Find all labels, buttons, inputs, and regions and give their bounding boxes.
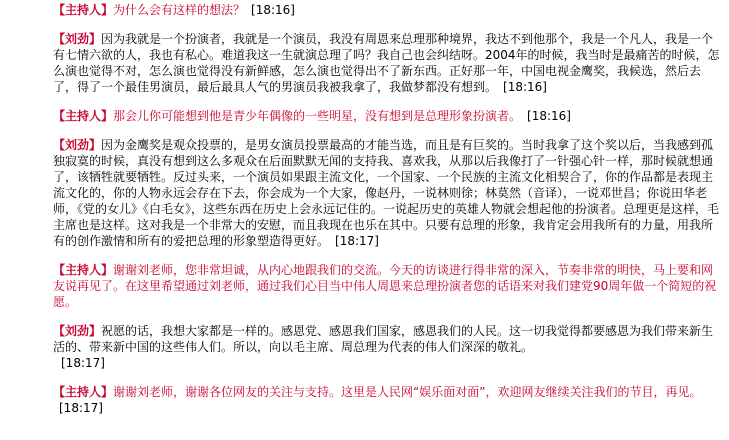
transcript-entry-host	[53, 108, 721, 124]
transcript-entry-guest	[53, 31, 721, 95]
timestamp: [18:17]	[61, 356, 105, 370]
transcript-entry-guest	[53, 137, 721, 249]
timestamp: [18:17]	[335, 234, 379, 248]
utterance-text: 祝愿的话，我想大家都是一样的。感恩党、感恩我们国家，感恩我们的人民。这一切我觉得都要感恩为我们带来新生活的、带来新中国的这些伟人们。所以，向以毛主席、周总理为代表的伟人们深深的敬礼。	[53, 324, 714, 354]
speaker-label: 【刘劲】	[53, 324, 102, 338]
utterance-text: 因为金鹰奖是观众投票的，是男女演员投票最高的才能当选，而且是有巨奖的。当时我拿了这个奖以后，当我感到孤独寂寞的时候，真没有想到这么多观众在后面默默无闻的支持我、喜欢我，从那以后我像打了一针强心针一样，那时候就想通了，该牺牲就要牺牲。反过头来，一个演员如果跟主流文化，一个国家、一个民族的主流文化相契合了，你的作品都是表现主流文化的，你的人物永远会存在下去，你会成为一个大家，像赵丹，一说林则徐；林莫然（音译），一说邓世昌；你说田华老师，《党的女儿》《白毛女》，这些东西在历史上会永远记住的。一说起历史的英雄人物就会想起他的扮演者。总理更是这样，毛主席也是这样。这对我是一个非常大的安慰，而且我现在也乐在其中。只要有总理的形象，我肯定会用我所有的力量，用我所有的创作激情和所有的爱把总理的形象塑造得更好。	[53, 138, 720, 248]
speaker-label: 【主持人】	[53, 109, 114, 123]
speaker-label: 【主持人】	[53, 385, 114, 399]
timestamp: [18:17]	[59, 401, 103, 415]
speaker-label: 【刘劲】	[53, 138, 102, 152]
transcript-entry-host	[53, 2, 721, 18]
speaker-label: 【刘劲】	[53, 32, 102, 46]
utterance-text: 那会儿你可能想到他是青少年偶像的一些明星，没有想到是总理形象扮演者。	[113, 109, 522, 123]
transcript-entry-host	[53, 384, 721, 416]
utterance-text: 为什么会有这样的想法？	[113, 3, 246, 17]
utterance-text: 谢谢刘老师，谢谢各位网友的关注与支持。这里是人民网“娱乐面对面”，欢迎网友继续关注我们的节目，再见。	[113, 385, 702, 399]
utterance-text: 因为我就是一个扮演者，我就是一个演员，我没有周恩来总理那种境界，我达不到他那个，我是一个凡人，我是一个有七情六欲的人，我也有私心。难道我这一生就演总理了吗？我自己也会纠结呀。2004年的时候，我当时是最痛苦的时候，怎么演也觉得不对，怎么演也觉得没有新鲜感，怎么演也觉得出不了新东西。正好那一年，中国电视金鹰奖，我候选，然后去了，得了一个最佳男演员，最后最具人气的男演员我被我拿了，我做梦都没有想到。	[53, 32, 720, 94]
timestamp: [18:16]	[503, 80, 547, 94]
timestamp: [18:16]	[251, 3, 295, 17]
speaker-label: 【主持人】	[53, 263, 114, 277]
timestamp: [18:16]	[527, 109, 571, 123]
speaker-label: 【主持人】	[53, 3, 114, 17]
transcript-entry-host	[53, 262, 721, 310]
utterance-text: 谢谢刘老师，您非常坦诚，从内心地跟我们的交流。今天的访谈进行得非常的深入，节奏非常的明快，马上要和网友说再见了。在这里希望通过刘老师，通过我们心目当中伟人周恩来总理扮演者您的话语来对我们建党90周年做一个简短的祝愿。	[53, 263, 717, 309]
transcript-entry-guest	[53, 323, 721, 371]
